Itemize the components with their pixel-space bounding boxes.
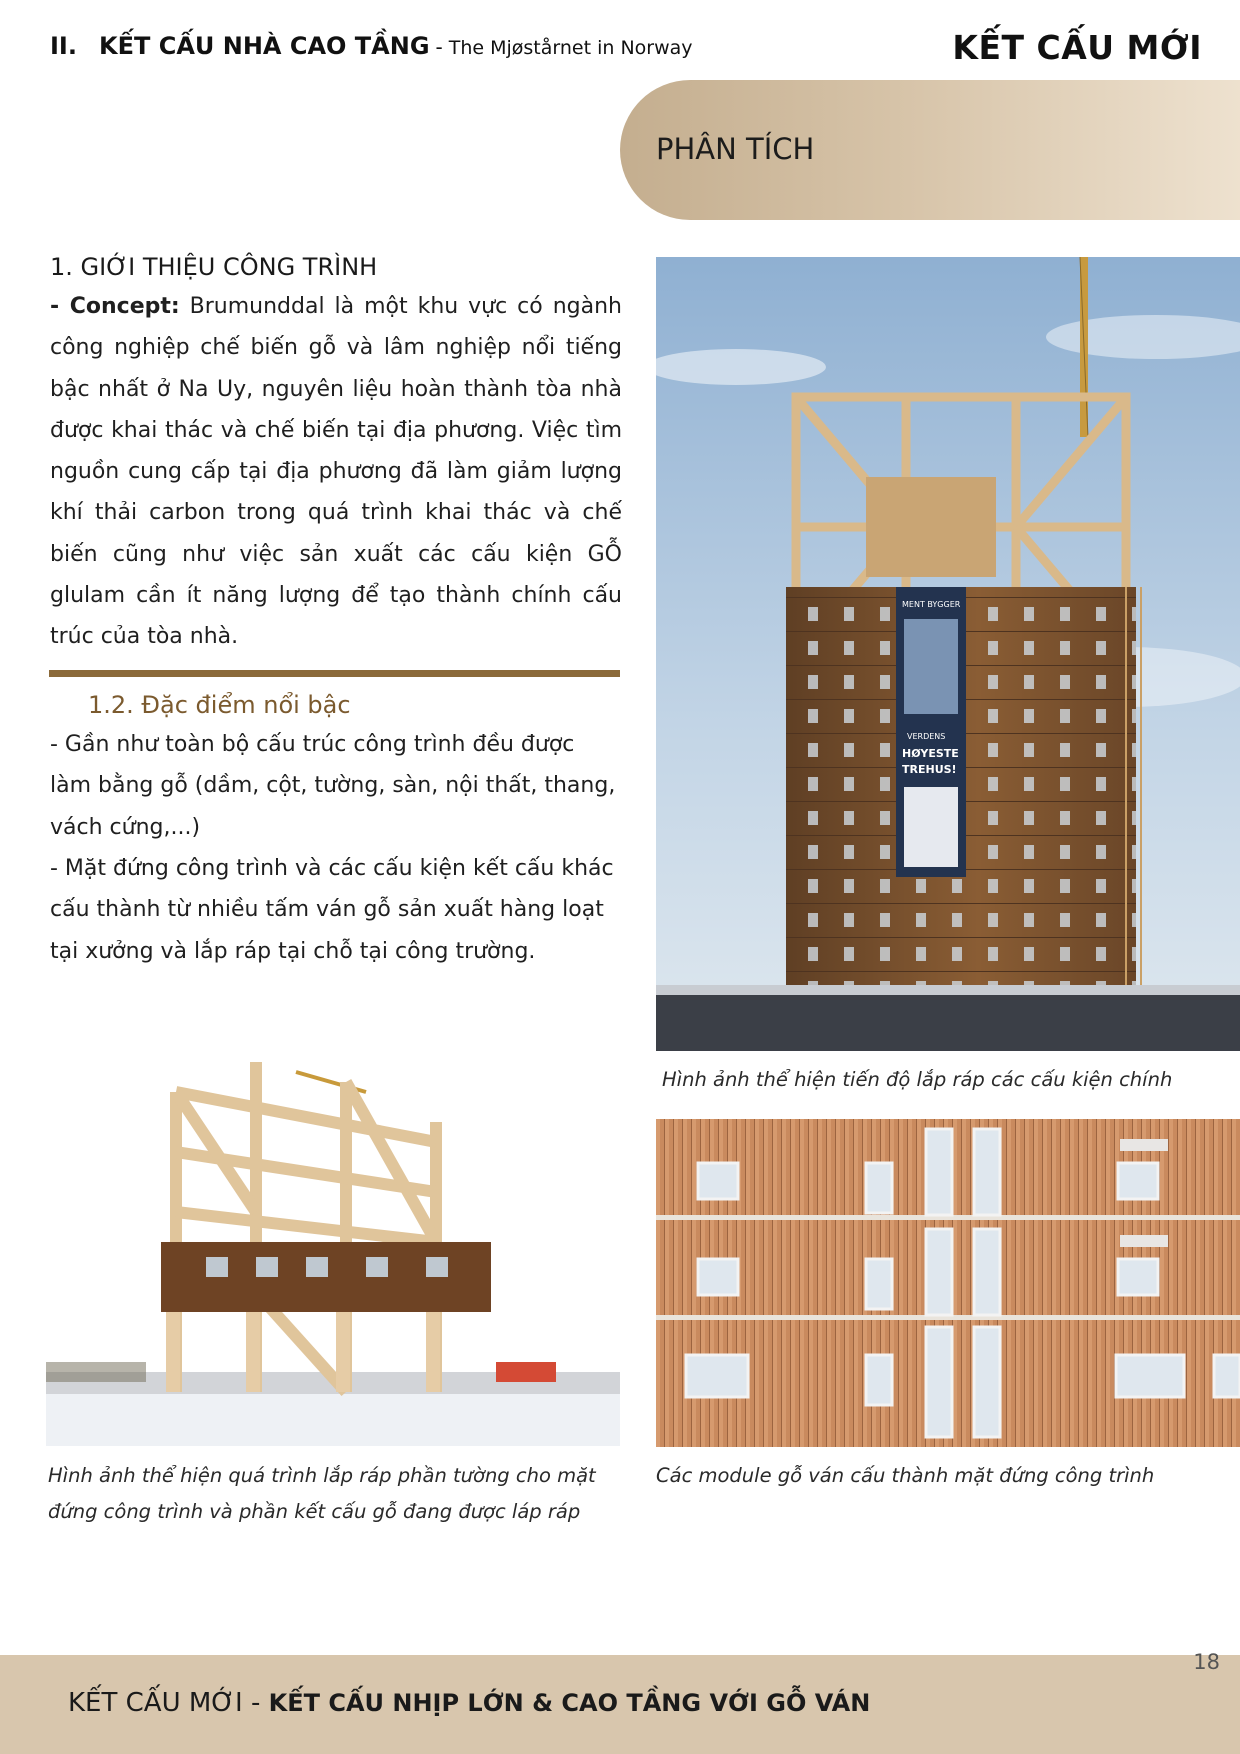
frame-caption-line-2: đứng công trình và phần kết cấu gỗ đang được láp ráp [48, 1500, 581, 1523]
section-header [50, 32, 693, 60]
divider-rule [49, 670, 620, 677]
footer-title-regular: KẾT CẤU MỚI - [68, 1688, 269, 1718]
frame-photo [46, 1032, 620, 1446]
section-number: II. [50, 32, 77, 60]
section-title: KẾT CẤU NHÀ CAO TẦNG [98, 32, 430, 60]
concept-label: - Concept: [50, 294, 180, 319]
concept-paragraph [50, 286, 622, 658]
features-heading: 1.2. Đặc điểm nổi bậc [88, 691, 351, 719]
banner-line-1: MENT BYGGER [902, 600, 961, 609]
tower-illustration [656, 257, 1240, 1051]
feature-bullet-1: - Gần như toàn bộ cấu trúc công trình đều được làm bằng gỗ (dầm, cột, tường, sàn, nội thất, thang, vách cứng,...) [50, 732, 616, 840]
frame-illustration [46, 1032, 620, 1446]
facade-illustration [656, 1119, 1240, 1447]
banner-line-4: TREHUS! [902, 763, 957, 776]
top-right-title: KẾT CẤU MỚI [952, 28, 1202, 67]
tower-photo [656, 257, 1240, 1051]
concept-text: Brumunddal là một khu vực có ngành công nghiệp chế biến gỗ và lâm nghiệp nổi tiếng bậc nhất ở Na Uy, nguyên liệu hoàn thành tòa nhà được khai thác và chế biến tại địa phương. Việc tìm nguồn cung cấp tại địa phương đã làm giảm lượng khí thải carbon trong quá trình khai thác và chế biến cũng như việc sản xuất các cấu kiện GỖ glulam cần ít năng lượng để tạo thành chính cấu trúc của tòa nhà. [50, 294, 622, 650]
project-name: The Mjøstårnet in Norway [448, 37, 693, 59]
feature-bullet-2: - Mặt đứng công trình và các cấu kiện kết cấu khác cấu thành từ nhiều tấm ván gỗ sản xuất hàng loạt tại xưởng và lắp ráp tại chỗ tại công trường. [50, 856, 614, 964]
header-separator: - [435, 35, 443, 59]
intro-heading: 1. GIỚI THIỆU CÔNG TRÌNH [50, 253, 378, 281]
facade-photo [656, 1119, 1240, 1447]
banner-line-2: VERDENS [907, 732, 946, 741]
footer-title-bold: KẾT CẤU NHỊP LỚN & CAO TẦNG VỚI GỖ VÁN [268, 1689, 871, 1717]
frame-caption-line-1: Hình ảnh thể hiện quá trình lắp ráp phần tường cho mặt [48, 1464, 596, 1487]
page-number: 18 [1193, 1650, 1220, 1674]
facade-caption: Các module gỗ ván cấu thành mặt đứng công trình [656, 1464, 1155, 1487]
band-title: PHÂN TÍCH [656, 132, 815, 166]
banner-line-3: HØYESTE [902, 747, 959, 760]
tower-caption: Hình ảnh thể hiện tiến độ lắp ráp các cấu kiện chính [662, 1068, 1173, 1091]
footer-title [68, 1688, 870, 1718]
